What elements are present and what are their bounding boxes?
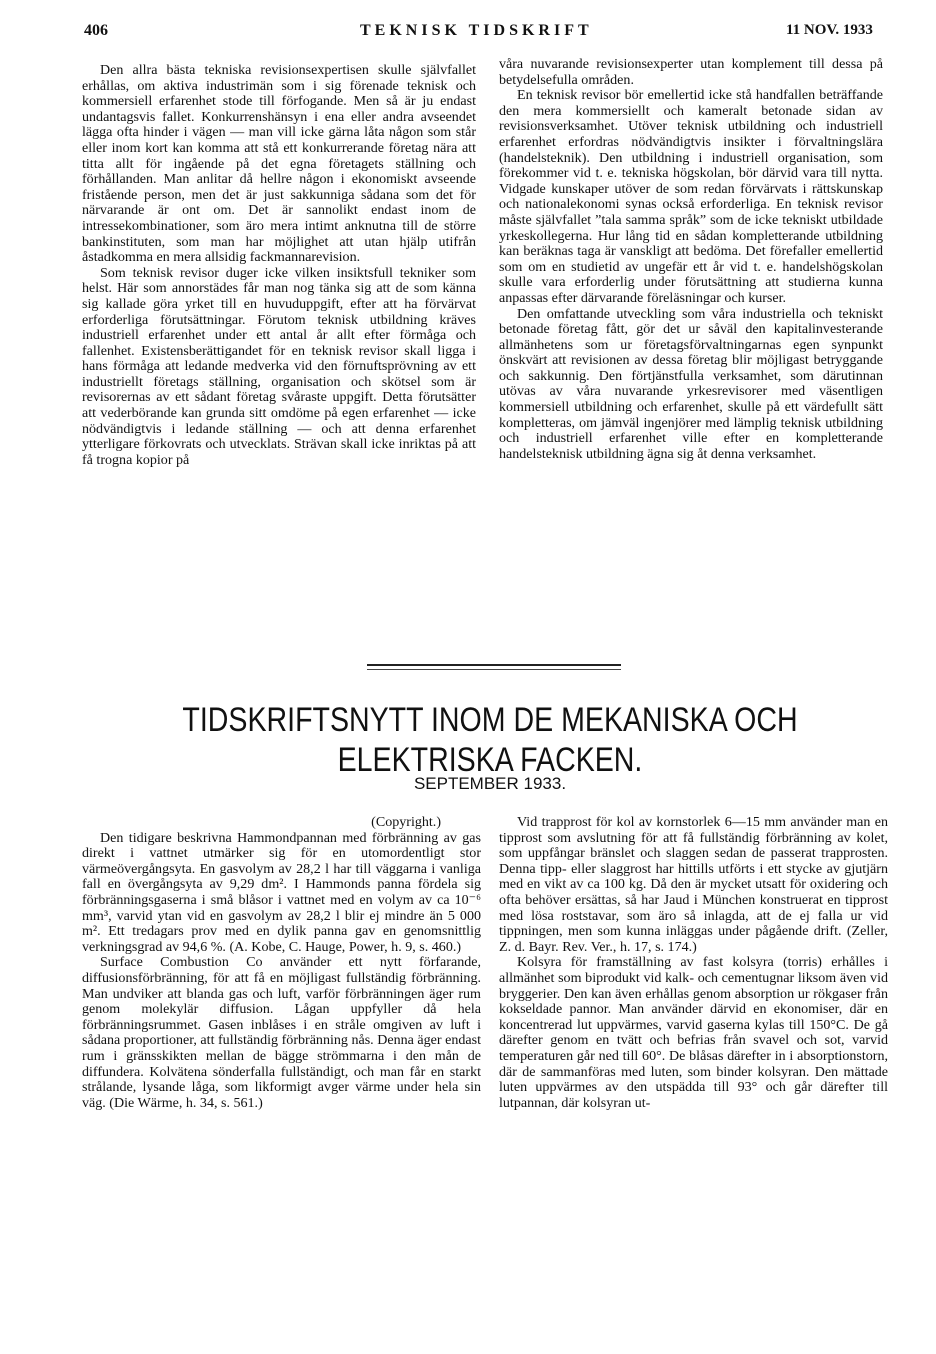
section-subtitle: SEPTEMBER 1933.	[413, 774, 567, 793]
page-number: 406	[84, 22, 108, 39]
paragraph: Den tidigare beskrivna Hammondpannan med förbränning av gas direkt i vattnet utmärker sig för en utomordentligt stor värmeövergångsyta. En gasvolym av 28,2 l har till väggarna i vanliga fall en övergångsyta av 9,29 dm². I Hammonds panna fördela sig förbränningsgaserna i små blåsor i vattnet med en volym av ca 10⁻⁶ mm³, varvid ytan vid en gasvolym av 28,2 l blir ej mindre än 5 000 m². Ett tredagars prov med en dylik panna gav en genomsnittlig verkningsgrad av 94,6 %. (A. Kobe, C. Hauge, Power, h. 9, s. 460.)	[82, 829, 481, 955]
paragraph: Den allra bästa tekniska revisionsexpertisen skulle självfallet erhållas, om aktiva industrimän som i sig förenade teknisk och kommersiell erfarenhet stode till förfogande. Men så är ju endast undantagsvis fallet. Konkurrenshänsyn i ena eller andra avseendet lägga ofta hinder i vägen — man vill icke gärna låta någon som står eller inom kort kan komma att stå ett konkurrerande företag nära att titta allt för ingående på det egna företagets ställning och förhållanden. Man anlitar då hellre någon i ekonomiskt avseende fristående person, men det är just sakkunniga sådana som det för närvarande är ont om. Det är sannolikt endast inom de intressekombinationer, som äro mera intimt anknutna till de större bankinstituten, som man har möjlighet att utan hjälp utifrån åstadkomma en mera allsidig fackmannarevision.	[82, 62, 476, 266]
paragraph: våra nuvarande revisionsexperter utan komplement till dessa på betydelsefulla områden.	[499, 56, 883, 88]
top-right-column	[499, 57, 883, 462]
paragraph: Kolsyra för framställning av fast kolsyra (torris) erhålles i allmänhet som biprodukt vid kalk- och cementugnar liksom även vid bryggerier. Den kan även erhållas genom absorption ur rökgaser från kokseldade pannor. Man använder därvid en ekonomiser, där en koncentrerad lut uppvärmes, varvid gaserna kylas till 150°C. De gå därefter genom en tvätt och befrias från svavel och sot, varvid temperaturen går ned till 60°. De blåsas därefter in i absorptionstorn, där de sammanföras med luten, som binder kolsyran. Den mättade luten uppvärmes av den utspädda till 93° och går därefter till lutpannan, där kolsyran ut-	[499, 954, 888, 1111]
top-left-column	[82, 63, 476, 468]
paragraph: Den omfattande utveckling som våra industriella och tekniskt betonade företag fått, gör det ur såväl den kapitalinvesterande allmänhetens som ur företagsförvaltningarnas egen synpunkt önskvärt att revisionen av dessa företag blir möjligast betryggande och sakkunnig. Den förtjänstfulla verksamhet, som därutinnan utövas av våra nuvarande yrkesrevisorer med väsentligen kommersiell utbildning och erfarenhet, skulle på ett värdefullt sätt kompletteras, om jämväl ingenjörer med lämplig teknisk utbildning och industriell erfarenhet ville efter en kompletterande handelsteknisk utbildning ägna sig åt denna verksamhet.	[499, 305, 883, 462]
copyright-note: (Copyright.)	[371, 814, 441, 830]
issue-date: 11 NOV. 1933	[786, 22, 873, 38]
paragraph: Surface Combustion Co använder ett nytt förfarande, diffusionsförbränning, för att få en möjligast fullständig förbränning. Man undviker att blanda gas och luft, varför förbränningen äger rum genom molekylär diffusion. Lågan uppfyller då hela förbränningsrummet. Gasen inblåses i en stråle omgiven av luft i sådana proportioner, att fullständig förbränning nås. Denna äger endast rum i gränsskikten mellan de bägge strömmarna i den mån de diffundera. Kolvätena sönderfalla fullständigt, och man får en starkt strålande, lysande låga, som likformigt avger värme under hela sin väg. (Die Wärme, h. 34, s. 561.)	[82, 954, 481, 1111]
paragraph: Som teknisk revisor duger icke vilken insiktsfull tekniker som helst. Här som annorstädes får man nog tänka sig att de som känna sig kallade göra yrket till en huvuduppgift, efter att ha förvärvat erforderliga förutsättningar. Förutom teknisk utbildning kräves industriell erfarenhet under ett antal år allt efter förmåga och fallenhet. Existensberättigandet för en teknisk revisor skall ligga i hans förmåga att ledande medverka vid den förnuftsprövning av ett industriellt företags ställning, organisation och skötsel som är revisorernas av ett sådant företag svåraste uppgift. Detta förutsätter att vederbörande kan grunda sitt omdöme på egen erfarenhet — icke nödvändigtvis i ledande ställning — och att denna erfarenhet ytterligare förkovrats och utvecklats. Strävan skall icke inriktas på att få trogna kopior på	[82, 264, 476, 468]
paragraph: En teknisk revisor bör emellertid icke stå handfallen beträffande den mera kommersiellt och kameralt betonade sidan av revisionsverksamhet. Utöver teknisk utbildning och industriell erfarenhet erfordras nödvändigtvis insikter i förvaltningslära (handelsteknik). Den utbildning i industriell organisation, som förekommer vid t. e. tekniska högskolan, bör därvid vara till nytta. Vidgade kunskaper utöver de som redan förvärvats i rättskunskap och nationalekonomi synas också erforderliga. En teknisk revisor måste självfallet ”tala samma språk” som de icke tekniskt utbildade yrkeskollegerna. Hur lång tid en sådan kompletterande utbildning kan beräknas taga är vanskligt att bedöma. Det förefaller emellertid som om en studietid av ungefär ett år vid t. e. handelshögskolan skulle vara erforderlig under förutsättning att studierna kunna anpassas efter därvarande föreläsningar och kurser.	[499, 87, 883, 306]
section-title-line: ELEKTRISKA FACKEN.	[337, 741, 643, 779]
bottom-left-column	[82, 815, 481, 1111]
bottom-right-column	[499, 815, 888, 1111]
section-title	[146, 700, 835, 780]
journal-title: TEKNISK TIDSKRIFT	[360, 22, 593, 39]
section-title-line: TIDSKRIFTSNYTT INOM DE MEKANISKA OCH	[182, 701, 798, 739]
section-divider-thin	[367, 669, 621, 670]
section-divider	[367, 664, 621, 666]
paragraph: Vid trapprost för kol av kornstorlek 6—15 mm använder man en tipprost som avslutning för att få fullständig förbränning av kolet, som uppfångar bränslet och slaggen sedan de passerat trapprosten. Denna tipp- eller slaggrost har hittills utförts i ett stycke av gjutjärn med en vikt av ca 100 kg. Då den är mycket utsatt för oxidering och ofta behöver ersättas, så har Jaud i München konstruerat en tipprost med lösa roststavar, som äro så inlagda, att de ej falla ur vid tippningen, men som kunna inläggas under pågående drift. (Zeller, Z. d. Bayr. Rev. Ver., h. 17, s. 174.)	[499, 814, 888, 955]
